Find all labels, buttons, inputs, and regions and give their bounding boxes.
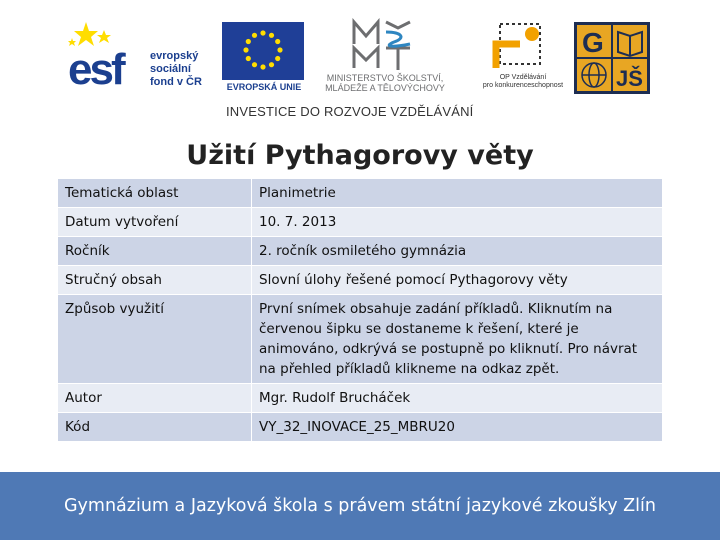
op-emblem-icon	[470, 20, 570, 74]
esf-logo	[64, 20, 214, 98]
logo-bar	[0, 0, 720, 135]
svg-text:G: G	[582, 27, 604, 58]
svg-text:JŠ: JŠ	[616, 66, 643, 91]
investment-slogan: INVESTICE DO ROZVOJE VZDĚLÁVÁNÍ	[226, 104, 474, 119]
row-value: 2. ročník osmiletého gymnázia	[252, 237, 663, 266]
row-value: 10. 7. 2013	[252, 208, 663, 237]
info-table	[57, 178, 663, 442]
row-value: První snímek obsahuje zadání příkladů. Kliknutím na červenou šipku se dostaneme k řešení, které je animováno, odkrývá se postupně po kliknutí. Pro návrat na přehled příkladů klikneme na odkaz zpět.	[252, 295, 663, 384]
msmt-logo	[310, 18, 460, 100]
table-row	[58, 295, 663, 384]
msmt-emblem-icon	[350, 18, 420, 72]
gjs-logo	[574, 22, 650, 94]
row-label: Způsob využití	[58, 295, 252, 384]
table-row	[58, 413, 663, 442]
row-label: Datum vytvoření	[58, 208, 252, 237]
row-label: Autor	[58, 384, 252, 413]
eu-logo	[222, 22, 304, 94]
table-row	[58, 384, 663, 413]
table-row	[58, 179, 663, 208]
footer-text: Gymnázium a Jazyková škola s právem státní jazykové zkoušky Zlín	[64, 496, 656, 516]
op-logo	[470, 20, 570, 100]
op-text: OP Vzdělávání pro konkurenceschopnost	[482, 74, 564, 89]
table-row	[58, 266, 663, 295]
table-row	[58, 237, 663, 266]
table-row	[58, 208, 663, 237]
esf-wordmark: esf	[68, 45, 123, 94]
row-value: VY_32_INOVACE_25_MBRU20	[252, 413, 663, 442]
row-value: Mgr. Rudolf Brucháček	[252, 384, 663, 413]
esf-text: evropský sociální fond v ČR	[150, 50, 202, 88]
row-label: Tematická oblast	[58, 179, 252, 208]
row-label: Ročník	[58, 237, 252, 266]
row-value: Slovní úlohy řešené pomocí Pythagorovy věty	[252, 266, 663, 295]
page-title: Užití Pythagorovy věty	[186, 140, 534, 171]
eu-flag-icon	[222, 22, 304, 80]
eu-stars-icon	[222, 22, 304, 80]
row-label: Kód	[58, 413, 252, 442]
footer-bar	[0, 472, 720, 540]
row-label: Stručný obsah	[58, 266, 252, 295]
msmt-text: MINISTERSTVO ŠKOLSTVÍ, MLÁDEŽE A TĚLOVÝCHOVY	[325, 73, 445, 93]
row-value: Planimetrie	[252, 179, 663, 208]
eu-label: EVROPSKÁ UNIE	[226, 82, 302, 92]
gjs-emblem-icon	[574, 22, 650, 94]
